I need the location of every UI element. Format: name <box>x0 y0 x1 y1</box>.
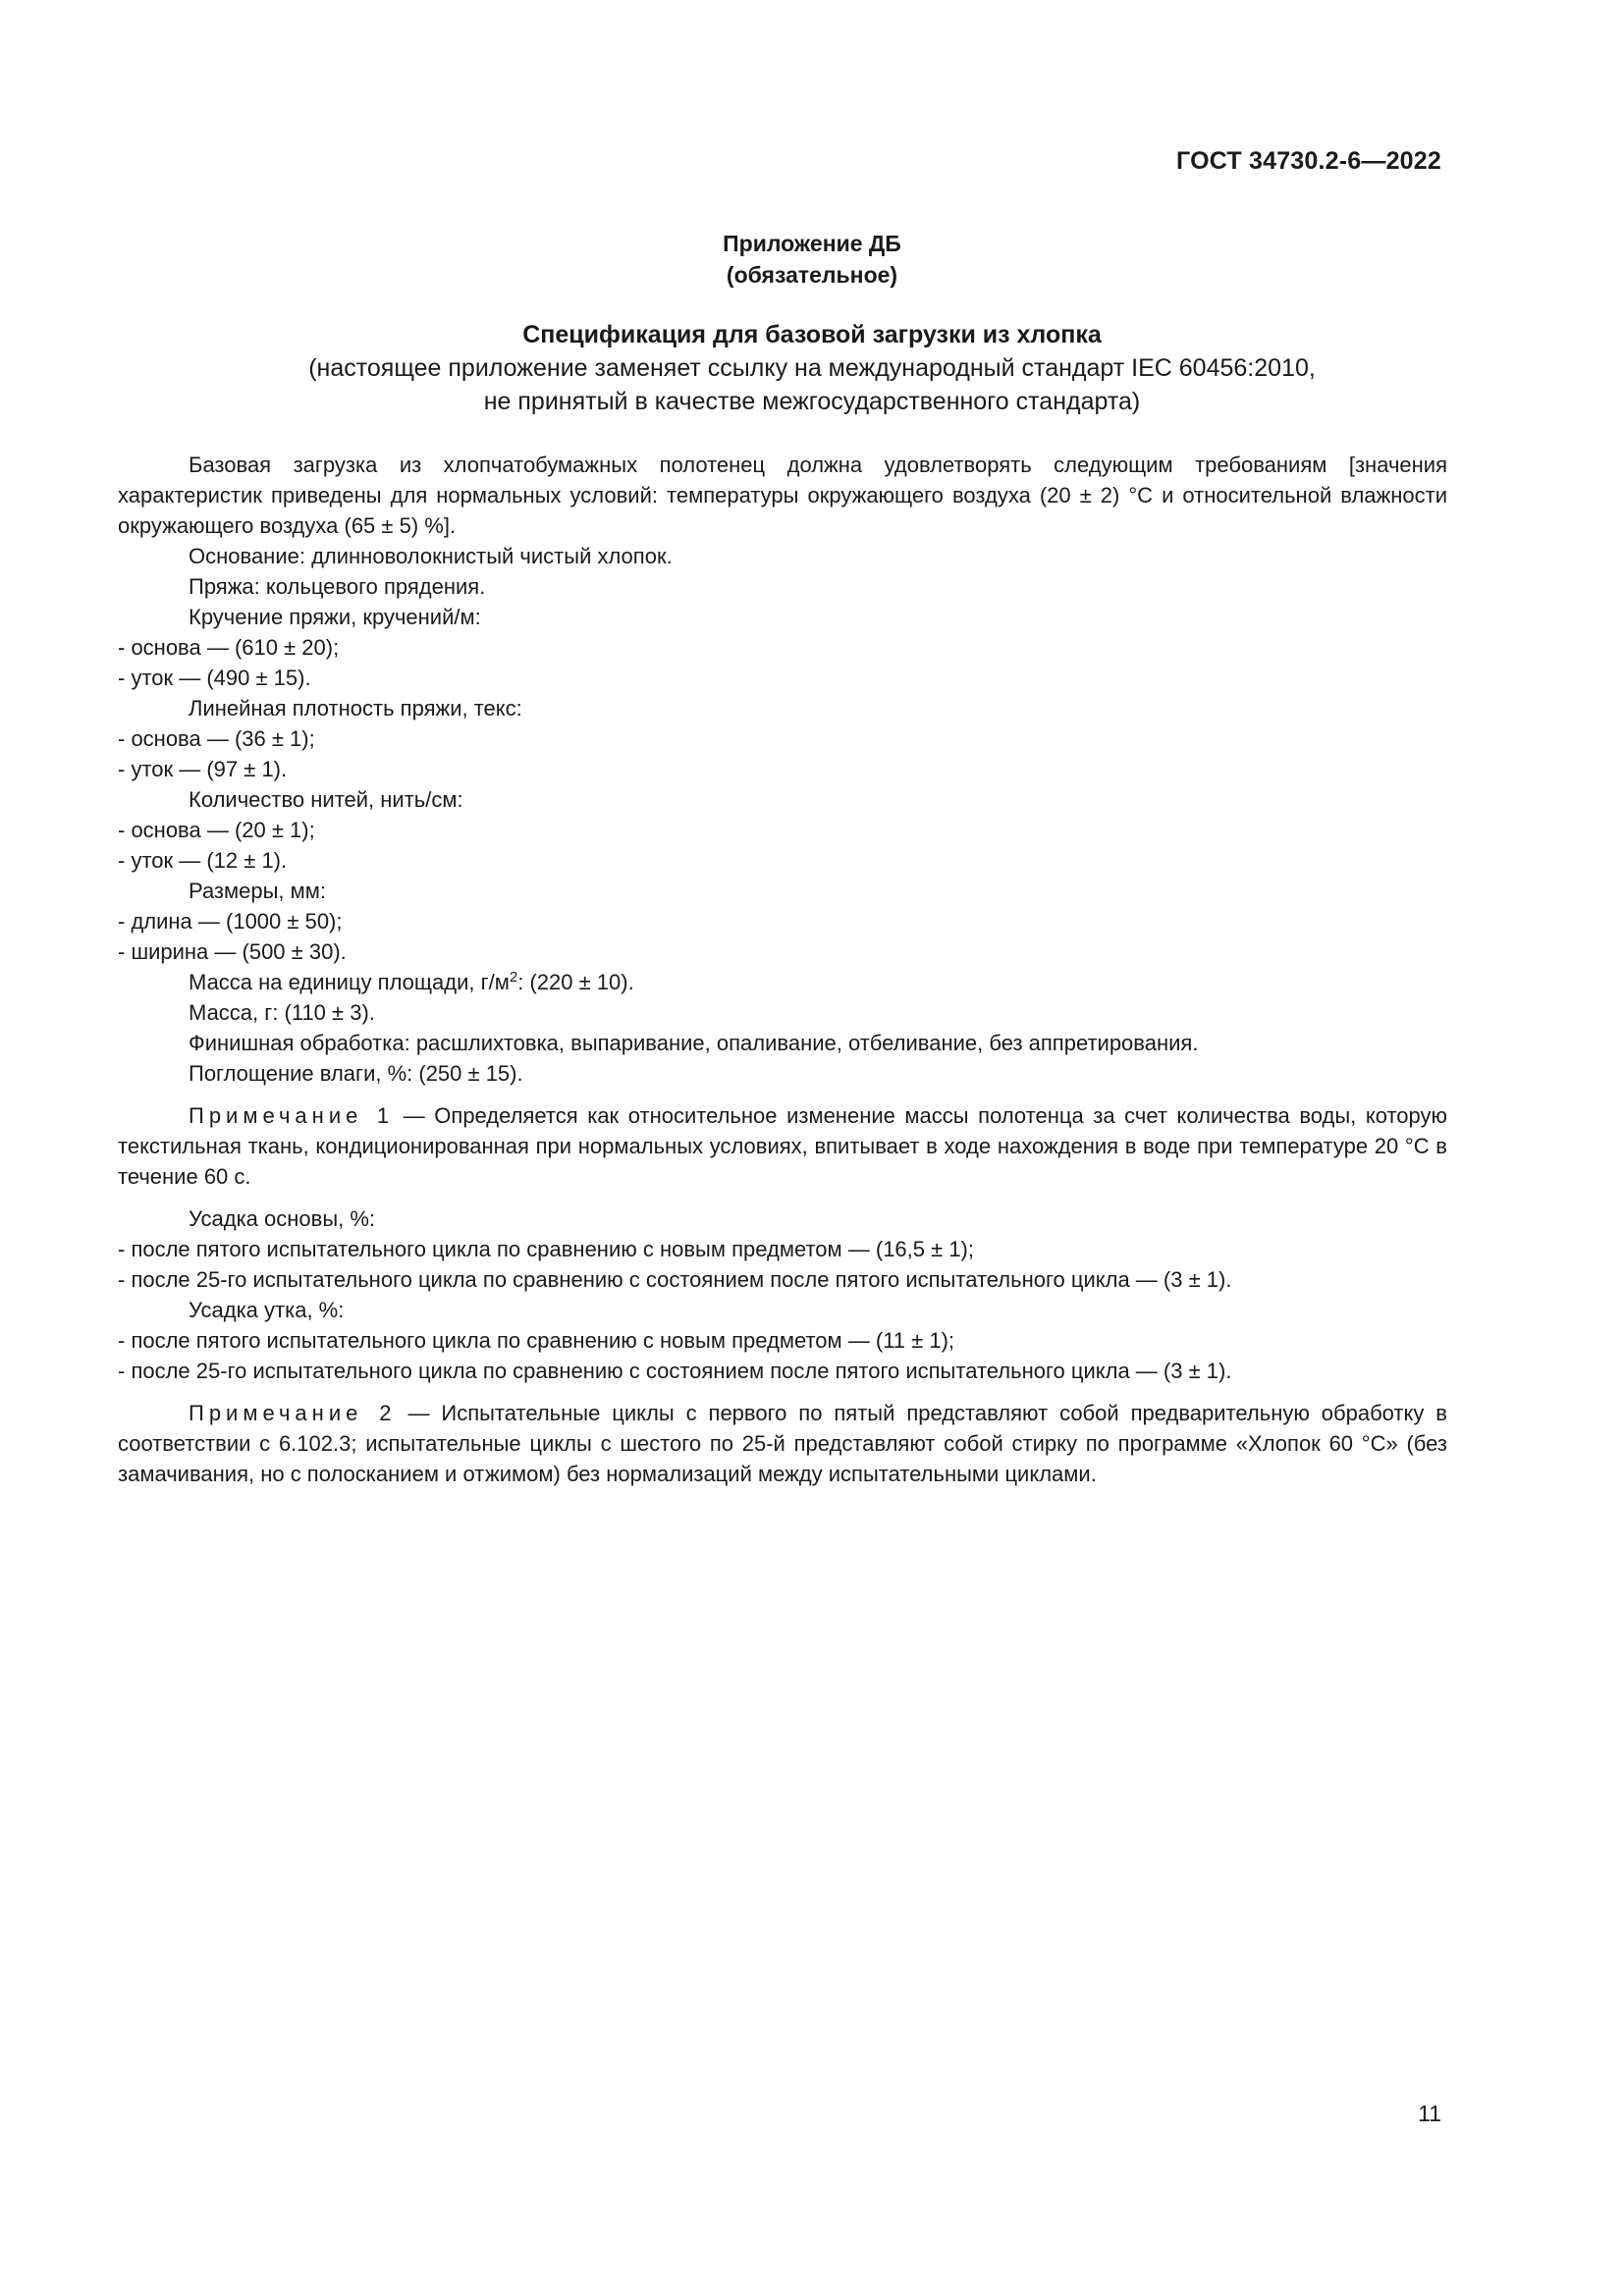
spec-mass: Масса, г: (110 ± 3). <box>189 1000 375 1025</box>
spec-threads-warp: - основа — (20 ± 1); <box>118 818 315 842</box>
spec-mass-area <box>118 967 1447 997</box>
shrink-weft-title: Усадка утка, %: <box>189 1298 345 1322</box>
page-number: 11 <box>1418 2101 1441 2126</box>
shrink-warp-title: Усадка основы, %: <box>189 1206 376 1231</box>
shrink-warp-5: - после пятого испытательного цикла по сравнению с новым предметом — (16,5 ± 1); <box>118 1237 974 1261</box>
section-heading <box>0 318 1624 418</box>
spec-twist-weft: - уток — (490 ± 15). <box>118 666 311 690</box>
note-2 <box>118 1398 1447 1489</box>
spec-density-title: Линейная плотность пряжи, текс: <box>189 696 522 721</box>
spec-size-length: - длина — (1000 ± 50); <box>118 909 343 934</box>
spec-base: Основание: длинноволокнистый чистый хлопок. <box>189 544 673 568</box>
annex-status: (обязательное) <box>726 262 898 288</box>
note-1 <box>118 1100 1447 1192</box>
shrink-weft-25: - после 25-го испытательного цикла по сравнению с состоянием после пятого испытательного цикла — (3 ± 1). <box>118 1359 1232 1383</box>
section-subtitle-line2: не принятый в качестве межгосударственного стандарта) <box>483 388 1141 415</box>
note-2-text: — Испытательные циклы с первого по пятый представляют собой предварительную обработку в соответствии с 6.102.3; испытательные циклы с шестого по 25-й представляют собой стирку по программе «Хлопок 60 °С» (без замачивания, но с полосканием и отжимом) без нормализаций между испытательными циклами. <box>118 1401 1447 1486</box>
spec-threads-weft: - уток — (12 ± 1). <box>118 848 288 873</box>
document-body <box>118 450 1447 1489</box>
annex-heading <box>0 228 1624 291</box>
spec-twist-title: Кручение пряжи, кручений/м: <box>189 605 481 629</box>
note-1-text: — Определяется как относительное изменение массы полотенца за счет количества воды, которую текстильная ткань, кондиционированная при нормальных условиях, впитывает в ходе нахождения в воде при температуре 20 °С в течение 60 с. <box>118 1103 1448 1189</box>
spec-yarn: Пряжа: кольцевого прядения. <box>189 574 486 599</box>
spec-twist-warp: - основа — (610 ± 20); <box>118 635 340 660</box>
spec-size-title: Размеры, мм: <box>189 879 327 903</box>
spec-density-warp: - основа — (36 ± 1); <box>118 726 315 751</box>
spec-threads-title: Количество нитей, нить/см: <box>189 787 463 812</box>
annex-title: Приложение ДБ <box>723 231 901 256</box>
spec-size-width: - ширина — (500 ± 30). <box>118 939 347 964</box>
spec-density-weft: - уток — (97 ± 1). <box>118 757 288 781</box>
spec-mass-area-label: Масса на единицу площади, г/м <box>189 970 510 994</box>
note-2-label: Примечание 2 <box>189 1401 397 1425</box>
note-1-label: Примечание 1 <box>189 1103 395 1128</box>
spec-finish: Финишная обработка: расшлихтовка, выпаривание, опаливание, отбеливание, без аппретирования. <box>189 1031 1199 1055</box>
spec-mass-area-sup: 2 <box>509 969 518 986</box>
shrink-warp-25: - после 25-го испытательного цикла по сравнению с состоянием после пятого испытательного цикла — (3 ± 1). <box>118 1267 1232 1292</box>
section-subtitle-line1: (настоящее приложение заменяет ссылку на международный стандарт IEC 60456:2010, <box>308 354 1316 382</box>
section-title: Спецификация для базовой загрузки из хлопка <box>522 321 1102 348</box>
spec-mass-area-value: : (220 ± 10). <box>517 970 634 994</box>
spec-absorption: Поглощение влаги, %: (250 ± 15). <box>189 1061 523 1086</box>
intro-paragraph: Базовая загрузка из хлопчатобумажных полотенец должна удовлетворять следующим требованиям [значения характеристик приведены для нормальных условий: температуры окружающего воздуха (20 ± 2) °С и относительной влажности окружающего воздуха (65 ± 5) %]. <box>118 453 1447 538</box>
document-code: ГОСТ 34730.2-6—2022 <box>1176 147 1441 175</box>
shrink-weft-5: - после пятого испытательного цикла по сравнению с новым предметом — (11 ± 1); <box>118 1328 955 1353</box>
